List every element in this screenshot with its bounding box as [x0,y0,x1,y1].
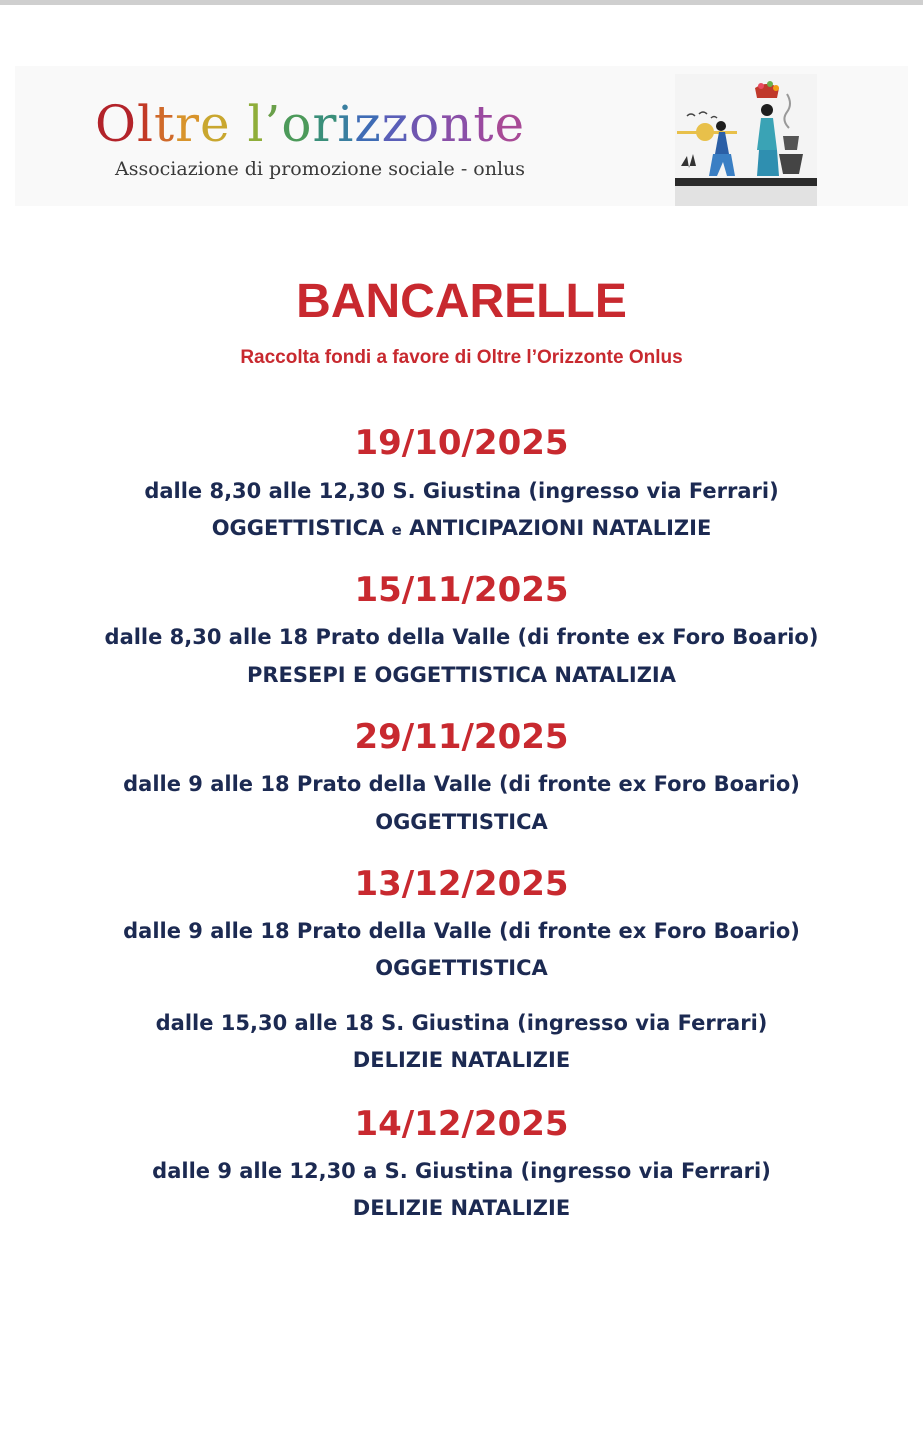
event-details: dalle 8,30 alle 12,30 S. Giustina (ingresso via Ferrari) [144,479,779,503]
event-date: 19/10/2025 [354,423,569,463]
logo-title-letter: t [473,95,495,153]
logo-title-letter: n [440,95,474,153]
logo-title-letter: r [175,95,200,153]
logo-title-letter: r [312,95,338,153]
event-items-conj: e [391,521,402,539]
event-items: DELIZIE NATALIZIE [352,1196,571,1220]
logo-title-letter: t [154,95,176,153]
event-date: 14/12/2025 [354,1104,569,1144]
logo-title-letter: i [337,95,355,153]
poster-title: BANCARELLE [296,275,627,328]
logo-title-letter: e [494,95,526,153]
header-banner [15,66,908,206]
event-items-a: OGGETTISTICA [211,516,385,540]
event-details: dalle 9 alle 18 Prato della Valle (di fronte ex Foro Boario) [123,772,800,796]
logo-subtitle: Associazione di promozione sociale - onlus [115,158,526,180]
poster-subtitle: Raccolta fondi a favore di Oltre l’Orizzonte Onlus [240,347,683,368]
logo-title-letter: o [409,95,441,153]
event-items: OGGETTISTICA [375,956,548,980]
event-details: dalle 8,30 alle 18 Prato della Valle (di fronte ex Foro Boario) [104,625,819,649]
logo-title-letter [231,96,248,152]
event-items [0,513,923,545]
top-border [0,0,923,5]
event-items: OGGETTISTICA [375,810,548,834]
logo-title-letter: z [381,95,410,153]
event-details: dalle 9 alle 18 Prato della Valle (di fronte ex Foro Boario) [123,919,800,943]
event-date: 13/12/2025 [354,864,569,904]
logo-title-letter: z [354,95,382,153]
logo-illustration-icon [675,74,817,206]
logo-title-letter: O [95,95,137,153]
logo-title-letter: l [247,95,265,153]
logo-title-letter: e [200,95,231,153]
event-details: dalle 9 alle 12,30 a S. Giustina (ingresso via Ferrari) [152,1159,771,1183]
logo-title-letter: l [137,95,154,153]
logo-title-letter: o [281,95,313,153]
event-items: PRESEPI E OGGETTISTICA NATALIZIA [246,663,677,687]
logo-title-letter: ’ [264,95,282,153]
event-date: 29/11/2025 [354,717,569,757]
event-extra-details: dalle 15,30 alle 18 S. Giustina (ingresso via Ferrari) [155,1011,768,1035]
event-items-b: ANTICIPAZIONI NATALIZIE [409,516,712,540]
event-extra-items: DELIZIE NATALIZIE [352,1048,571,1072]
event-date: 15/11/2025 [354,570,569,610]
logo-title [95,96,525,152]
